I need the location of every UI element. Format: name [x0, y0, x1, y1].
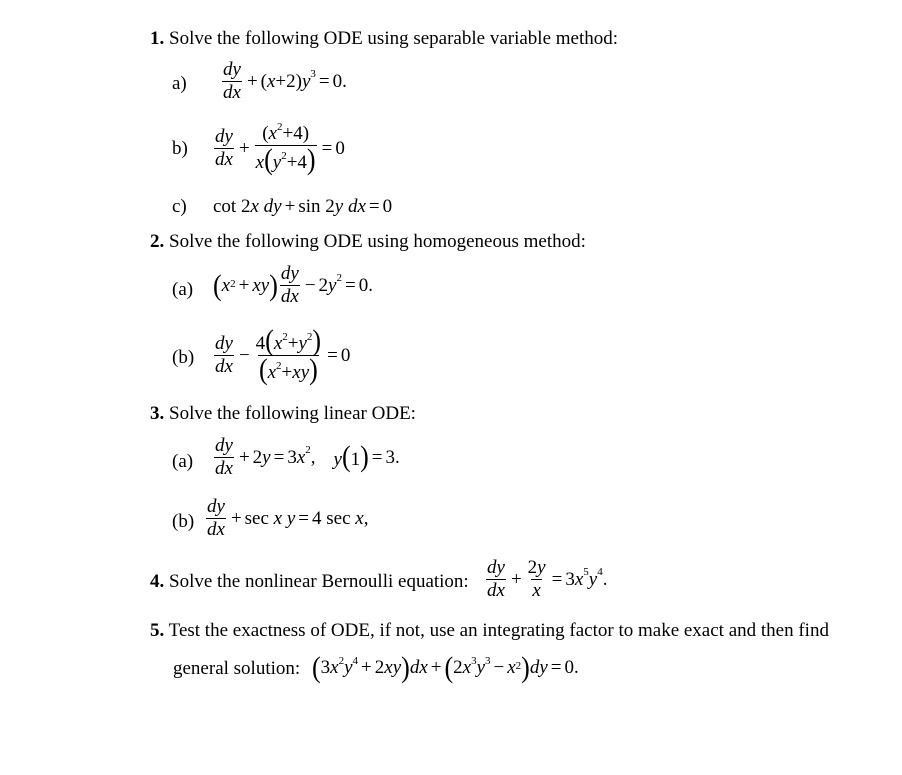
- problem-title: Solve the following ODE using homogeneous method:: [169, 231, 586, 252]
- problem-5-heading: [150, 620, 829, 642]
- problem-title: Test the exactness of ODE, if not, use an integrating factor to make exact and then find: [168, 620, 829, 641]
- problem-number: 3.: [150, 403, 165, 424]
- equation-3a: $\frac{dy}{dx}$ + 2y = $3x^2$, y(1) = 3.: [215, 435, 400, 479]
- equation-1a: $\frac{dy}{dx}$ + $(x+2)y^3$ = 0.: [223, 59, 347, 103]
- problem-number: 5.: [150, 620, 165, 641]
- part-label: b): [172, 138, 188, 159]
- problem-1-heading: [150, 28, 618, 50]
- part-label: (a): [172, 279, 194, 300]
- part-label: a): [172, 73, 187, 94]
- equation-4: $\frac{dy}{dx}$ + $\frac{2y}{x}$ = $3x^5y^4$.: [487, 557, 608, 601]
- equation-1c: cot 2x dy + sin 2y dx = 0: [213, 196, 393, 217]
- problem-number: 4.: [150, 571, 165, 592]
- part-label: c): [172, 196, 187, 217]
- problem-5-line2: general solution:: [173, 658, 301, 679]
- equation-5: ( $3x^2y^4$ + 2xy ) dx + ( $2x^3y^3$ − x $^2$ ) dy = 0.: [312, 650, 579, 685]
- part-label: (a): [172, 451, 194, 472]
- problem-number: 2.: [150, 231, 165, 252]
- equation-3b: $\frac{dy}{dx}$ + sec x y = 4 sec x,: [207, 496, 369, 540]
- problem-3-heading: [150, 403, 416, 425]
- part-label: (b): [172, 347, 195, 368]
- problem-4-heading: [150, 571, 469, 593]
- problem-2-heading: [150, 231, 586, 253]
- equation-2b: $\frac{dy}{dx}$ − $\frac{4(x^2+y^2)}{(x^2+xy)}$ = 0: [215, 323, 351, 387]
- equation-1b: $\frac{dy}{dx}$ + $\frac{(x^2+4)}{x(y^2+4)}$ = 0: [215, 120, 345, 177]
- problem-title: Solve the following ODE using separable variable method:: [169, 28, 619, 49]
- part-label: (b): [172, 511, 195, 532]
- problem-number: 1.: [150, 28, 165, 49]
- equation-2a: ( x $^2$ + xy ) $\frac{dy}{dx}$ − $2y^2$ = 0.: [213, 263, 373, 307]
- problem-title: Solve the nonlinear Bernoulli equation:: [169, 571, 469, 592]
- problem-title: Solve the following linear ODE:: [169, 403, 416, 424]
